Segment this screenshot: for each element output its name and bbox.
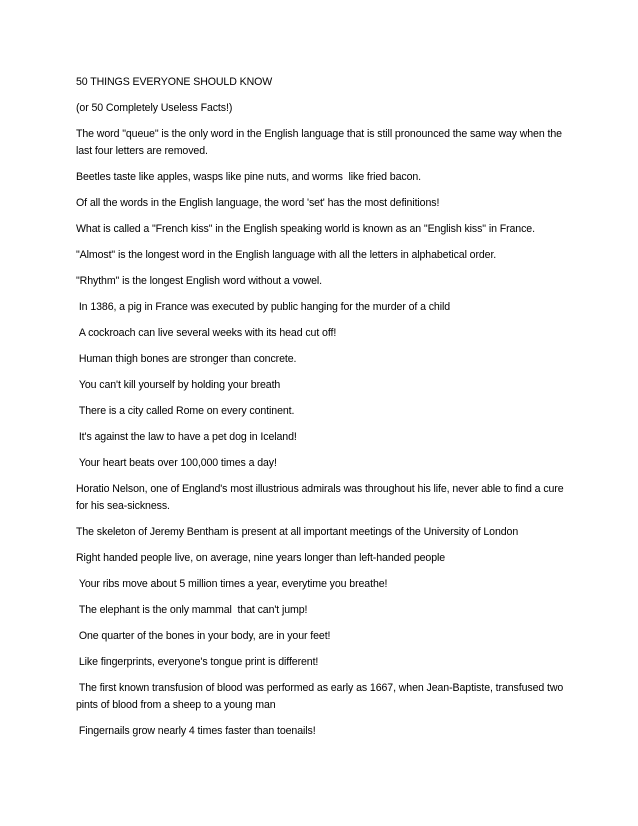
fact-paragraph: Like fingerprints, everyone's tongue print is different!	[76, 656, 319, 668]
fact-paragraph: You can't kill yourself by holding your breath	[76, 379, 281, 391]
fact-paragraph: Human thigh bones are stronger than concrete.	[76, 353, 297, 365]
fact-paragraph: "Rhythm" is the longest English word without a vowel.	[76, 275, 322, 287]
fact-paragraph: "Almost" is the longest word in the English language with all the letters in alphabetical order.	[76, 249, 497, 261]
fact-paragraph: The first known transfusion of blood was performed as early as 1667, when Jean-Baptiste, transfused two pints of blood from a sheep to a young man	[76, 682, 567, 711]
document-subtitle: (or 50 Completely Useless Facts!)	[76, 102, 233, 114]
fact-paragraph: Right handed people live, on average, nine years longer than left-handed people	[76, 552, 446, 564]
document-title: 50 THINGS EVERYONE SHOULD KNOW	[76, 76, 273, 88]
fact-paragraph: One quarter of the bones in your body, are in your feet!	[76, 630, 331, 642]
fact-paragraph: The word "queue" is the only word in the English language that is still pronounced the same way when the last four letters are removed.	[76, 128, 565, 157]
fact-paragraph: The skeleton of Jeremy Bentham is present at all important meetings of the University of London	[76, 526, 519, 538]
fact-paragraph: Your heart beats over 100,000 times a day!	[76, 457, 277, 469]
fact-paragraph: Your ribs move about 5 million times a year, everytime you breathe!	[76, 578, 388, 590]
fact-paragraph: The elephant is the only mammal that can't jump!	[76, 604, 308, 616]
fact-paragraph: Fingernails grow nearly 4 times faster than toenails!	[76, 725, 316, 737]
fact-paragraph: In 1386, a pig in France was executed by public hanging for the murder of a child	[76, 301, 450, 313]
fact-paragraph: There is a city called Rome on every continent.	[76, 405, 295, 417]
fact-paragraph: Of all the words in the English language, the word 'set' has the most definitions!	[76, 197, 440, 209]
fact-paragraph: A cockroach can live several weeks with its head cut off!	[76, 327, 337, 339]
document-body	[76, 74, 566, 749]
fact-paragraph: Beetles taste like apples, wasps like pine nuts, and worms like fried bacon.	[76, 171, 422, 183]
fact-paragraph: Horatio Nelson, one of England's most illustrious admirals was throughout his life, never able to find a cure for his sea-sickness.	[76, 483, 567, 512]
fact-paragraph: What is called a "French kiss" in the English speaking world is known as an "English kiss" in France.	[76, 223, 535, 235]
fact-paragraph: It's against the law to have a pet dog in Iceland!	[76, 431, 297, 443]
